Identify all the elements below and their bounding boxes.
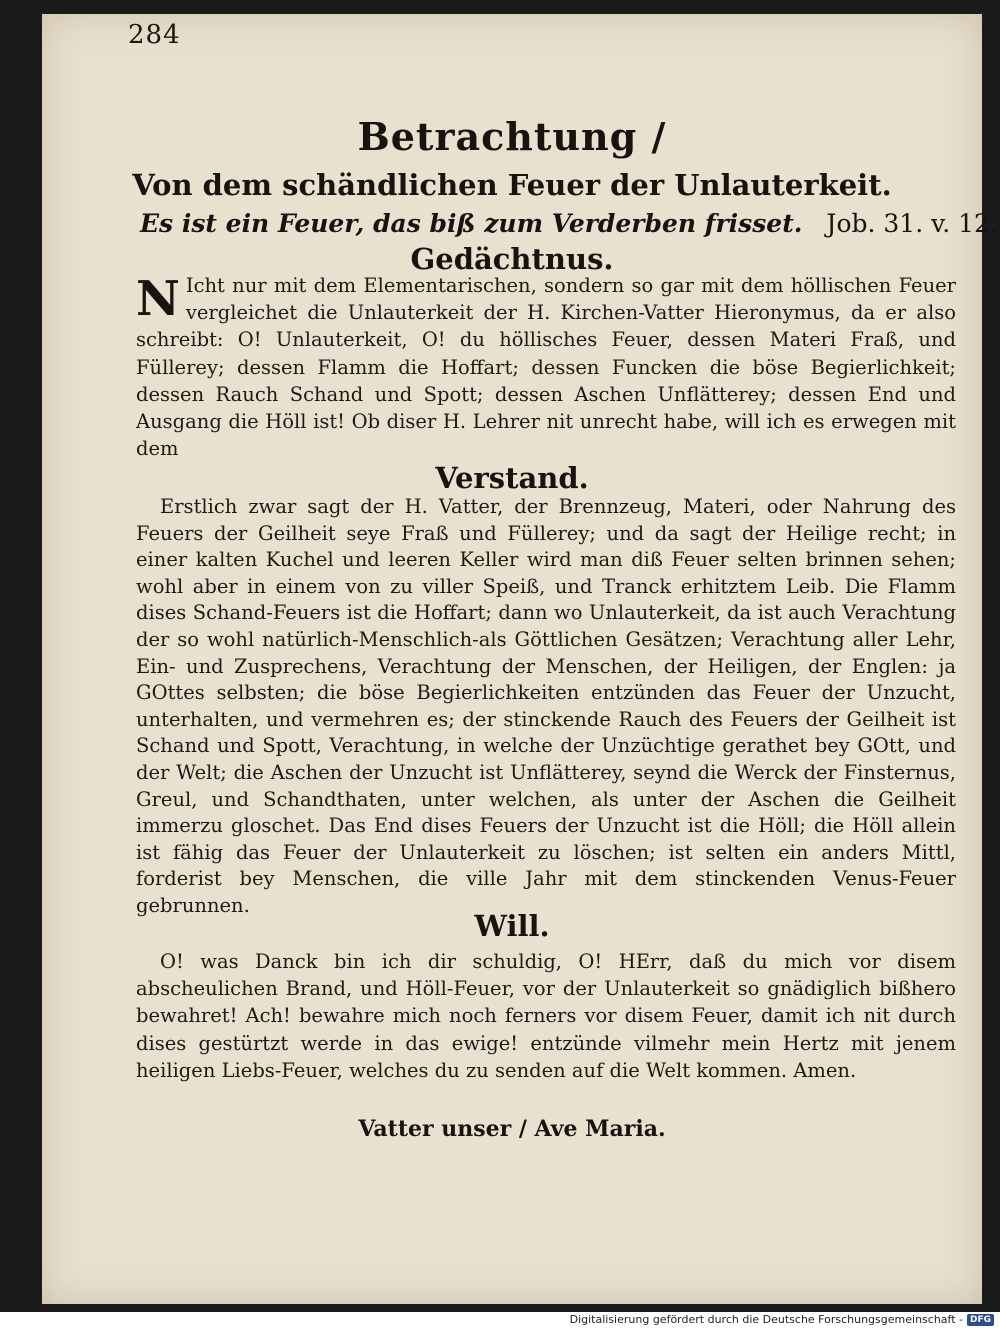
drop-cap: N — [136, 271, 180, 327]
footer-text: Digitalisierung gefördert durch die Deutsche Forschungsgemeinschaft - — [569, 1313, 963, 1326]
digitization-footer — [570, 1313, 994, 1326]
paragraph-body: O! was Danck bin ich dir schuldig, O! HErr, daß du mich vor disem abscheulichen Brand, und Höll-Feuer, vor der Unlauterkeit so gnädiglich bißhero bewahret! Ach! bewahre mich noch ferners vor disem Feuer, damit ich nit durch dises gestürtzt werde in das ewige! entzünde vilmehr mein Hertz mit jenem heiligen Liebs-Feuer, welches du zu senden auf die Welt kommen. Amen. — [136, 950, 956, 1082]
section-heading-gedaechtnus: Gedächtnus. — [410, 242, 614, 276]
section-text-gedaechtnus — [136, 272, 956, 462]
verse-text: Es ist ein Feuer, das biß zum Verderben frisset. — [140, 209, 803, 238]
page-title: Betrachtung / — [357, 114, 667, 159]
section-heading-will: Will. — [474, 909, 550, 943]
page-subtitle: Von dem schändlichen Feuer der Unlauterkeit. — [132, 168, 892, 202]
page-number: 284 — [128, 20, 181, 50]
paragraph-body: Icht nur mit dem Elementarischen, sondern so gar mit dem höllischen Feuer vergleichet die Unlauterkeit der H. Kirchen-Vatter Hieronymus, da er also schreibt: O! Unlauterkeit, O! du höllisches Feuer, dessen Materi Fraß, und Füllerey; dessen Flamm die Hoffart; dessen Funcken die böse Begierlichkeit; dessen Rauch Schand und Spott; dessen Aschen Unflätterey; dessen End und Ausgang die Höll ist! Ob diser H. Lehrer nit unrecht habe, will ich es erwegen mit dem — [136, 274, 956, 461]
section-text-will — [136, 948, 956, 1084]
verse-reference: Job. 31. v. 12. — [826, 209, 998, 238]
section-heading-verstand: Verstand. — [435, 461, 589, 495]
closing-prayer: Vatter unser / Ave Maria. — [358, 1116, 666, 1142]
book-page — [42, 14, 998, 1304]
bible-verse — [140, 209, 998, 238]
paragraph-body: Erstlich zwar sagt der H. Vatter, der Brennzeug, Materi, oder Nahrung des Feuers der Geilheit seye Fraß und Füllerey; und da sagt der Heilige recht; in einer kalten Kuchel und leeren Keller wird man diß Feuer selten brinnen sehen; wohl aber in einem von zu viller Speiß, und Tranck erhitztem Leib. Die Flamm dises Schand-Feuers ist die Hoffart; dann wo Unlauterkeit, da ist auch Verachtung der so wohl natürlich-Menschlich-als Göttlichen Gesätzen; Verachtung aller Lehr, Ein- und Zusprechens, Verachtung der Menschen, der Heiligen, der Englen: ja GOttes selbsten; die böse Begierlichkeiten entzünden das Feuer der Unzucht, unterhalten, und vermehren es; der stinckende Rauch des Feuers der Geilheit ist Schand und Spott, Verachtung, in welche der Unzüchtige gerathet bey GOtt, und der Welt; die Aschen der Unzucht ist Unflätterey, seynd die Werck der Finsternus, Greul, und Schandthaten, unter welchen, als unter der Aschen die Geilheit immerzu gloschet. Das End dises Feuers der Unzucht ist die Höll; die Höll allein ist fähig das Feuer der Unlauterkeit zu löschen; ist selten ein anders Mittl, forderist bey Menschen, die ville Jahr mit dem stinckenden Venus-Feuer gebrunnen. — [136, 495, 956, 917]
section-text-verstand — [136, 494, 956, 920]
dfg-logo: DFG — [967, 1314, 994, 1326]
